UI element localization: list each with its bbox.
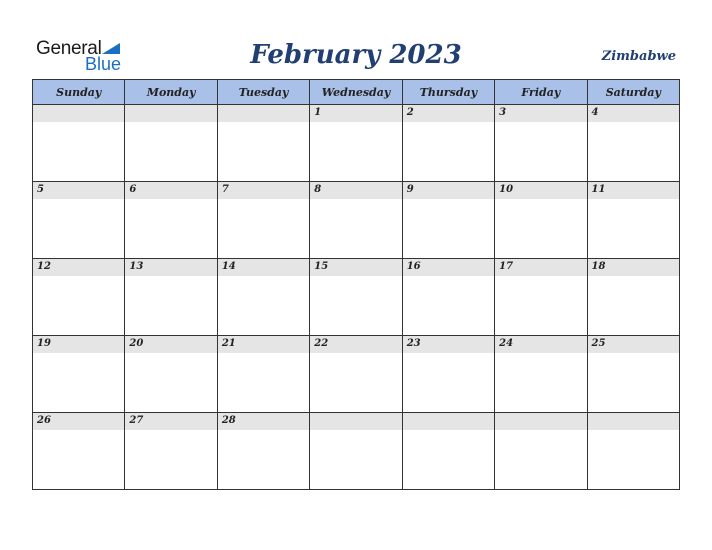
day-cell[interactable] [587, 336, 679, 413]
day-cell[interactable] [33, 259, 125, 336]
day-cell[interactable] [125, 182, 217, 259]
day-number: 27 [129, 415, 144, 426]
day-number: 5 [37, 184, 44, 195]
day-number-bar [310, 413, 401, 430]
day-number: 23 [406, 338, 421, 349]
day-cell[interactable] [587, 259, 679, 336]
day-number: 21 [221, 338, 236, 349]
country-label: Zimbabwe [601, 49, 676, 64]
calendar-grid [32, 79, 680, 490]
day-number-bar [403, 259, 494, 276]
day-cell[interactable] [587, 182, 679, 259]
day-number: 2 [406, 107, 414, 118]
day-cell[interactable] [33, 105, 125, 182]
day-number: 16 [406, 261, 421, 272]
day-number-bar [310, 105, 401, 122]
day-number: 8 [314, 184, 322, 195]
day-number: 4 [591, 107, 599, 118]
day-cell[interactable] [217, 413, 309, 490]
day-number-bar [33, 259, 124, 276]
day-number-bar [495, 413, 586, 430]
day-number: 1 [314, 107, 322, 118]
day-cell[interactable] [402, 182, 494, 259]
day-cell[interactable] [495, 413, 587, 490]
day-number [588, 413, 679, 415]
day-number: 17 [499, 261, 514, 272]
day-number-bar [218, 336, 309, 353]
day-cell[interactable] [495, 336, 587, 413]
logo-triangle-icon [102, 43, 120, 54]
day-number-bar [218, 105, 309, 122]
day-cell[interactable] [310, 105, 402, 182]
day-number: 24 [499, 338, 514, 349]
calendar-title: February 2023 [250, 40, 462, 70]
day-number: 15 [314, 261, 329, 272]
day-number: 25 [591, 338, 606, 349]
day-number-bar [33, 105, 124, 122]
day-number [310, 413, 401, 415]
week-row [33, 413, 680, 490]
day-number-bar [588, 413, 679, 430]
day-number [33, 105, 124, 107]
day-cell[interactable] [33, 336, 125, 413]
day-cell[interactable] [587, 413, 679, 490]
weekday-header: Wednesday [310, 80, 402, 105]
day-number-bar [33, 413, 124, 430]
day-number: 7 [221, 184, 229, 195]
day-number: 20 [129, 338, 144, 349]
day-cell[interactable] [587, 105, 679, 182]
day-number [125, 105, 216, 107]
day-cell[interactable] [217, 259, 309, 336]
day-number-bar [310, 182, 401, 199]
day-number: 28 [221, 415, 236, 426]
day-cell[interactable] [125, 336, 217, 413]
day-number: 26 [37, 415, 51, 426]
day-number [403, 413, 494, 415]
day-number-bar [403, 336, 494, 353]
day-cell[interactable] [495, 259, 587, 336]
day-number: 22 [314, 338, 329, 349]
day-number-bar [495, 182, 586, 199]
day-number: 9 [406, 184, 414, 195]
day-cell[interactable] [402, 259, 494, 336]
day-number-bar [495, 259, 586, 276]
day-cell[interactable] [310, 182, 402, 259]
day-number: 3 [499, 107, 507, 118]
day-number: 10 [499, 184, 514, 195]
weekday-header: Tuesday [217, 80, 309, 105]
week-row [33, 336, 680, 413]
weekday-header: Saturday [587, 80, 679, 105]
day-cell[interactable] [33, 182, 125, 259]
day-number-bar [588, 259, 679, 276]
day-number-bar [218, 259, 309, 276]
day-cell[interactable] [217, 182, 309, 259]
day-number-bar [403, 105, 494, 122]
day-cell[interactable] [217, 105, 309, 182]
logo-text-general: General [36, 38, 102, 59]
logo-text-blue: Blue [85, 54, 122, 74]
day-number-bar [125, 336, 216, 353]
day-cell[interactable] [125, 413, 217, 490]
day-number-bar [495, 105, 586, 122]
day-number-bar [218, 182, 309, 199]
day-cell[interactable] [495, 105, 587, 182]
day-number-bar [33, 182, 124, 199]
day-number: 19 [37, 338, 51, 349]
day-number-bar [495, 336, 586, 353]
weekday-header: Friday [495, 80, 587, 105]
day-number-bar [125, 105, 216, 122]
day-number: 14 [221, 261, 236, 272]
generalblue-logo [36, 38, 136, 74]
day-cell[interactable] [402, 336, 494, 413]
weekday-header: Monday [125, 80, 217, 105]
week-row [33, 182, 680, 259]
day-cell[interactable] [125, 105, 217, 182]
day-number: 11 [591, 184, 606, 195]
day-cell[interactable] [310, 413, 402, 490]
day-number [495, 413, 586, 415]
day-number-bar [33, 336, 124, 353]
day-number-bar [125, 182, 216, 199]
day-cell[interactable] [310, 336, 402, 413]
week-row [33, 105, 680, 182]
week-row [33, 259, 680, 336]
day-cell[interactable] [33, 413, 125, 490]
day-number: 6 [129, 184, 137, 195]
day-number-bar [588, 105, 679, 122]
day-cell[interactable] [402, 413, 494, 490]
weekday-header: Thursday [402, 80, 494, 105]
day-cell[interactable] [495, 182, 587, 259]
day-number-bar [403, 413, 494, 430]
day-cell[interactable] [310, 259, 402, 336]
day-number-bar [218, 413, 309, 430]
day-number-bar [403, 182, 494, 199]
day-number-bar [588, 182, 679, 199]
day-cell[interactable] [125, 259, 217, 336]
day-number: 18 [591, 261, 606, 272]
day-number-bar [588, 336, 679, 353]
weekday-header-row [33, 80, 680, 105]
day-number [218, 105, 309, 107]
day-cell[interactable] [217, 336, 309, 413]
weekday-header: Sunday [33, 80, 125, 105]
day-cell[interactable] [402, 105, 494, 182]
day-number: 12 [37, 261, 51, 272]
day-number-bar [310, 259, 401, 276]
day-number-bar [310, 336, 401, 353]
day-number: 13 [129, 261, 144, 272]
day-number-bar [125, 413, 216, 430]
day-number-bar [125, 259, 216, 276]
